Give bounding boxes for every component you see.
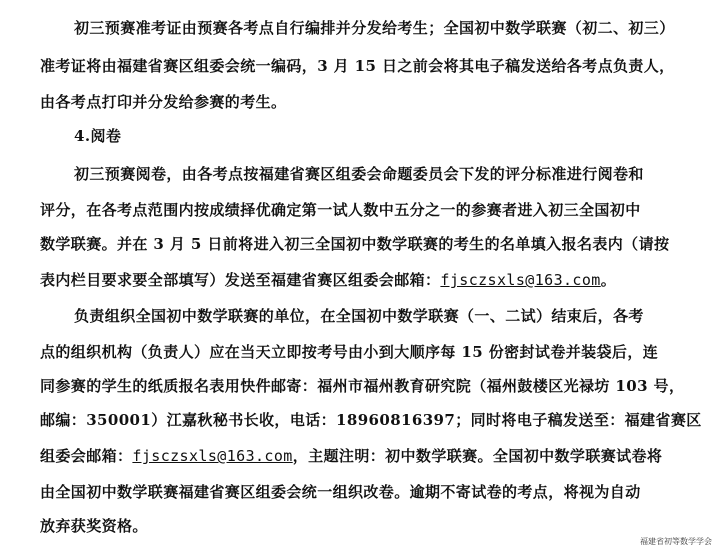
paragraph-line: 数学联赛。并在 3 月 5 日前将进入初三全国初中数学联赛的考生的名单填入报名表内（请按 (40, 235, 670, 253)
text-line (0, 50, 720, 82)
paragraph-line: 初三预赛准考证由预赛各考点自行编排并分发给考生；全国初中数学联赛（初二、初三） (74, 19, 675, 37)
text-line (0, 300, 720, 332)
text-line (0, 476, 720, 508)
text-line (0, 86, 720, 118)
paragraph-line: 评分，在各考点范围内按成绩择优确定第一试人数中五分之一的参赛者进入初三全国初中 (40, 201, 641, 219)
email-link[interactable]: fjsczsxls@163.com (440, 271, 601, 289)
paragraph-line-with-email (40, 440, 662, 472)
paragraph-line: 同参赛的学生的纸质报名表用快件邮寄：福州市福州教育研究院（福州鼓楼区光禄坊 103 号， (40, 377, 685, 395)
paragraph-text: ，主题注明：初中数学联赛。全国初中数学联赛试卷将 (292, 447, 663, 465)
text-line (0, 158, 720, 190)
text-line (0, 440, 720, 472)
text-line (0, 404, 720, 436)
text-line (0, 194, 720, 226)
paragraph-line: 初三预赛阅卷，由各考点按福建省赛区组委会命题委员会下发的评分标准进行阅卷和 (74, 165, 644, 183)
paragraph-line: 由各考点打印并分发给参赛的考生。 (40, 93, 287, 111)
text-line (0, 12, 720, 44)
paragraph-line: 负责组织全国初中数学联赛的单位，在全国初中数学联赛（一、二试）结束后，各考 (74, 307, 644, 325)
paragraph-line: 邮编：350001）江嘉秋秘书长收，电话：18960816397；同时将电子稿发送至：福建省赛区 (40, 411, 702, 429)
paragraph-line: 点的组织机构（负责人）应在当天立即按考号由小到大顺序每 15 份密封试卷并装袋后，连 (40, 343, 659, 361)
paragraph-line-with-email (40, 264, 616, 296)
text-line (0, 264, 720, 296)
text-line (0, 510, 720, 542)
paragraph-line: 放弃获奖资格。 (40, 517, 148, 535)
section-heading: 4.阅卷 (74, 127, 122, 145)
section-heading-row (0, 120, 720, 152)
paragraph-text: 表内栏目要求要全部填写）发送至福建省赛区组委会邮箱： (40, 271, 441, 289)
paragraph-line: 准考证将由福建省赛区组委会统一编码，3 月 15 日之前会将其电子稿发送给各考点负责人， (40, 57, 675, 75)
paragraph-line: 由全国初中数学联赛福建省赛区组委会统一组织改卷。逾期不寄试卷的考点，将视为自动 (40, 483, 641, 501)
email-link[interactable]: fjsczsxls@163.com (132, 447, 293, 465)
paragraph-text: 。 (600, 271, 617, 289)
text-line (0, 370, 720, 402)
paragraph-text: 组委会邮箱： (40, 447, 133, 465)
text-line (0, 336, 720, 368)
footer-watermark: 福建省初等数学学会 (640, 537, 712, 546)
text-line (0, 228, 720, 260)
